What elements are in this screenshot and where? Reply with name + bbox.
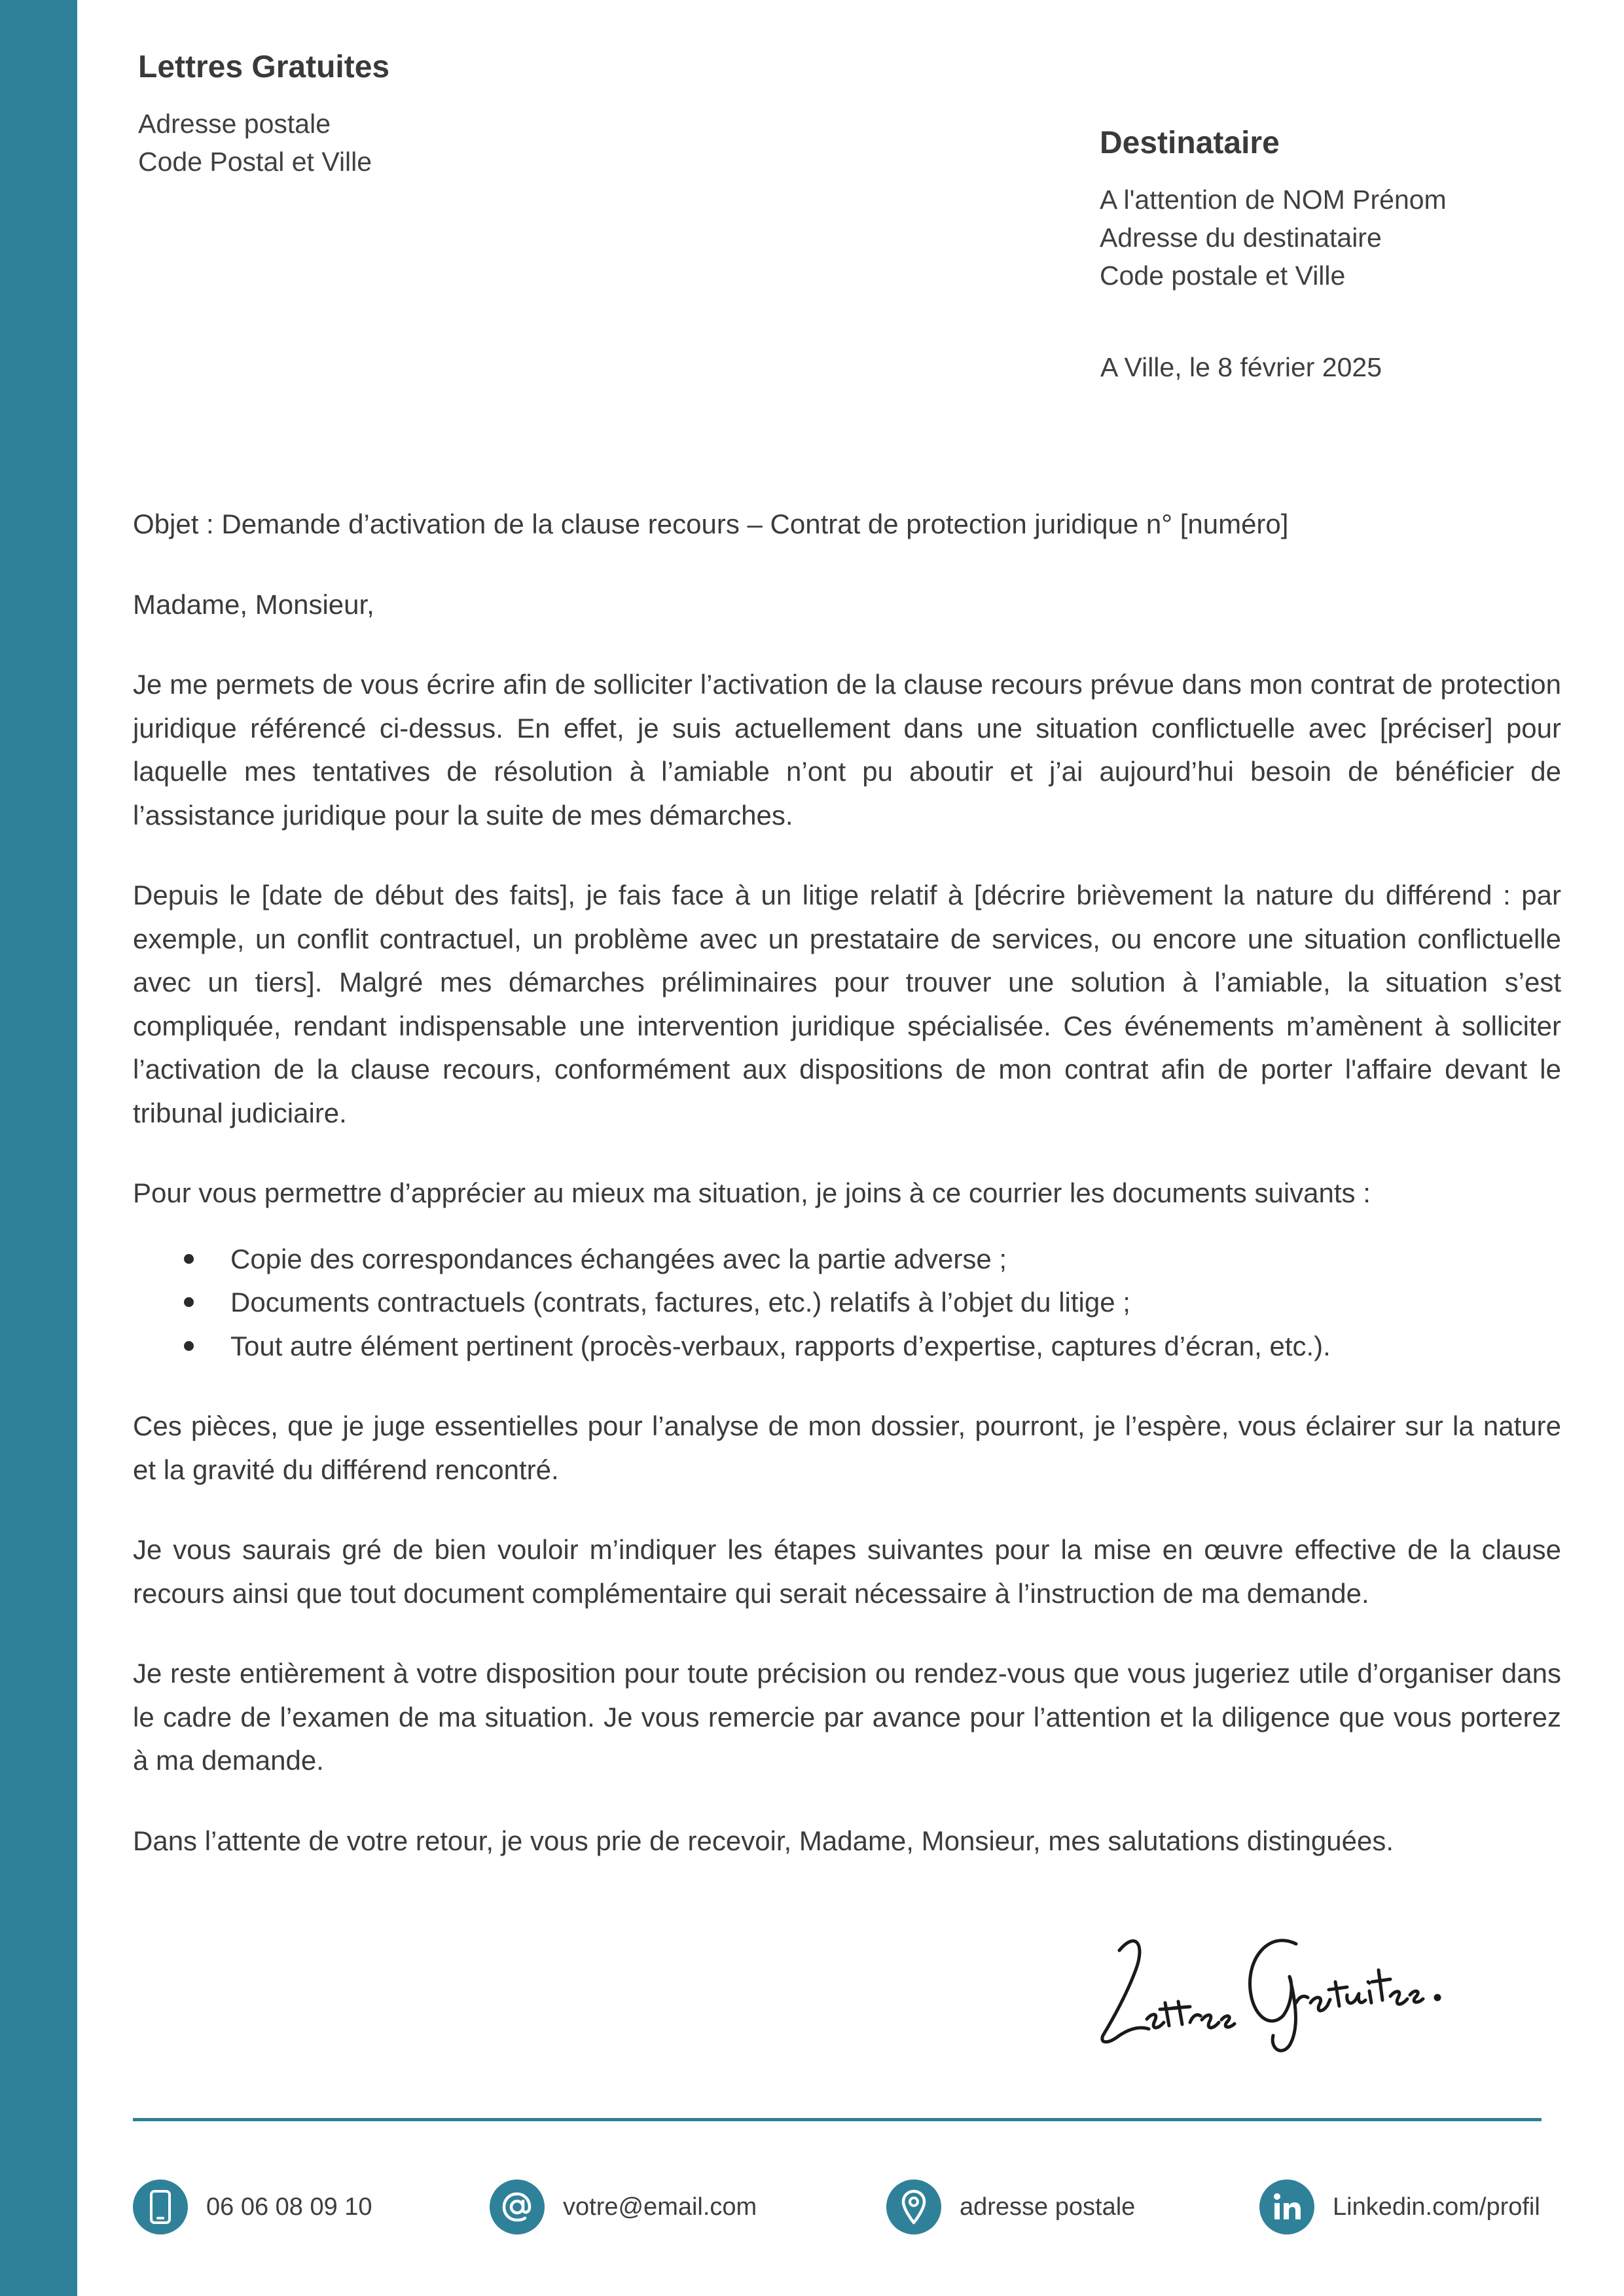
location-pin-icon <box>886 2179 941 2234</box>
recipient-line-1: A l'attention de NOM Prénom <box>1100 185 1447 215</box>
paragraph-6: Je reste entièrement à votre disposition pour toute précision ou rendez-vous que vous jugeriez utile d’organiser dans le cadre de l’examen de ma situation. Je vous remercie par avance pour l’attention et la diligence que vous porterez à ma demande. <box>133 1658 1561 1776</box>
letter-subject: Objet : Demande d’activation de la clause recours – Contrat de protection juridique n° [numéro] <box>133 509 1289 539</box>
footer-phone <box>133 2179 372 2234</box>
footer-contacts <box>0 2179 1624 2245</box>
footer-address <box>886 2179 1135 2234</box>
list-item: Copie des correspondances échangées avec la partie adverse ; <box>133 1238 1561 1282</box>
linkedin-icon <box>1259 2179 1314 2234</box>
sender-block <box>138 46 389 181</box>
sender-name: Lettres Gratuites <box>138 50 390 84</box>
footer-address-text: adresse postale <box>960 2193 1136 2221</box>
list-item: Documents contractuels (contrats, factures, etc.) relatifs à l’objet du litige ; <box>133 1281 1561 1325</box>
documents-list <box>133 1238 1561 1369</box>
sender-address-line-1: Adresse postale <box>138 109 331 139</box>
recipient-block <box>1100 122 1447 295</box>
footer-divider <box>133 2118 1542 2121</box>
letter-body <box>133 503 1561 1863</box>
footer-linkedin <box>1259 2179 1540 2234</box>
handwritten-signature <box>1074 1905 1466 2062</box>
footer-email-text: votre@email.com <box>563 2193 757 2221</box>
paragraph-4: Ces pièces, que je juge essentielles pour l’analyse de mon dossier, pourront, je l’espère, vous éclairer sur la nature et la gravité du différend rencontré. <box>133 1410 1561 1485</box>
letter-date: A Ville, le 8 février 2025 <box>1100 352 1382 382</box>
left-accent-bar <box>0 0 77 2296</box>
recipient-line-2: Adresse du destinataire <box>1100 223 1382 253</box>
list-item: Tout autre élément pertinent (procès-verbaux, rapports d’expertise, captures d’écran, etc.). <box>133 1325 1561 1369</box>
letter-salutation: Madame, Monsieur, <box>133 588 374 620</box>
paragraph-1: Je me permets de vous écrire afin de solliciter l’activation de la clause recours prévue dans mon contrat de protection juridique référencé ci-dessus. En effet, je suis actuellement dans une situation conflictuelle avec [préciser] pour laquelle mes tentatives de résolution à l’amiable n’ont pu aboutir et j’ai aujourd’hui besoin de bénéficier de l’assistance juridique pour la suite de mes démarches. <box>133 669 1561 831</box>
recipient-line-3: Code postale et Ville <box>1100 260 1346 291</box>
footer-email <box>490 2179 757 2234</box>
footer-phone-text: 06 06 08 09 10 <box>206 2193 372 2221</box>
phone-icon <box>133 2179 188 2234</box>
recipient-title: Destinataire <box>1100 126 1280 160</box>
letter-closing: Dans l’attente de votre retour, je vous prie de recevoir, Madame, Monsieur, mes salutations distinguées. <box>133 1825 1394 1856</box>
sender-address-line-2: Code Postal et Ville <box>138 147 372 177</box>
footer-linkedin-text: Linkedin.com/profil <box>1333 2193 1540 2221</box>
paragraph-2: Depuis le [date de début des faits], je fais face à un litige relatif à [décrire brièvement la nature du différend : par exemple, un conflit contractuel, un problème avec un prestataire de services, ou encore une situation conflictuelle avec un tiers]. Malgré mes démarches préliminaires pour trouver une solution à l’amiable, la situation s’est compliquée, rendant indispensable une intervention juridique spécialisée. Ces événements m’amènent à solliciter l’activation de la clause recours, conformément aux dispositions de mon contrat afin de porter l'affaire devant le tribunal judiciaire. <box>133 880 1561 1128</box>
at-icon <box>490 2179 545 2234</box>
paragraph-3: Pour vous permettre d’apprécier au mieux ma situation, je joins à ce courrier les documents suivants : <box>133 1177 1371 1208</box>
paragraph-5: Je vous saurais gré de bien vouloir m’indiquer les étapes suivantes pour la mise en œuvre effective de la clause recours ainsi que tout document complémentaire qui serait nécessaire à l’instruction de ma demande. <box>133 1534 1561 1609</box>
